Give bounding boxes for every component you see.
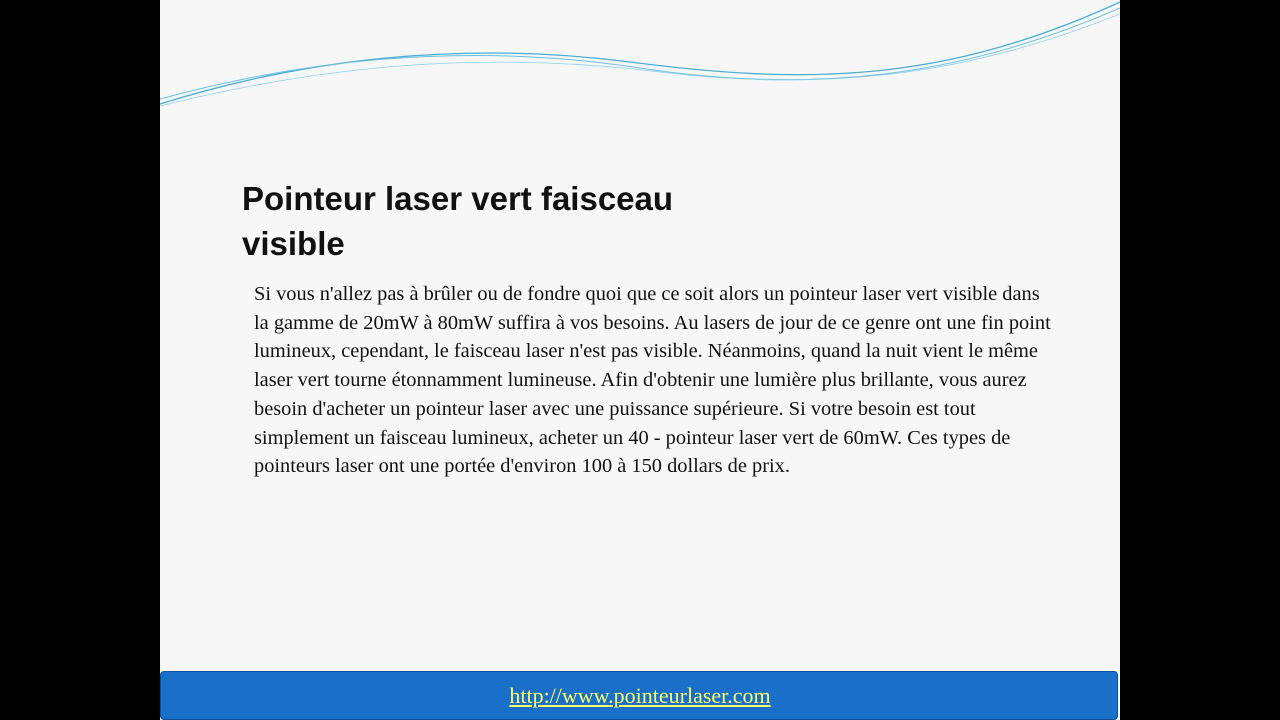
wave-line-1	[160, 2, 1120, 104]
footer-link[interactable]: http://www.pointeurlaser.com	[509, 683, 771, 708]
slide-title: Pointeur laser vert faisceau visible	[242, 180, 674, 262]
decorative-wave	[160, 0, 1120, 120]
wave-line-3	[160, 14, 1120, 106]
letterbox-left	[0, 0, 160, 720]
slide	[160, 0, 1120, 720]
letterbox-right	[1120, 0, 1280, 720]
slide-body-text: Si vous n'allez pas à brûler ou de fondre quoi que ce soit alors un pointeur laser vert visible dans la gamme de 20mW à 80mW suffira à vos besoins. Au lasers de jour de ce genre ont une fin point lumineux, cependant, le faisceau laser n'est pas visible. Néanmoins, quand la nuit vient le même laser vert tourne étonnamment lumineuse. Afin d'obtenir une lumière plus brillante, vous aurez besoin d'acheter un pointeur laser avec une puissance supérieure. Si votre besoin est tout simplement un faisceau lumineux, acheter un 40 - pointeur laser vert de 60mW. Ces types de pointeurs laser ont une portée d'environ 100 à 150 dollars de prix.	[254, 283, 1051, 478]
